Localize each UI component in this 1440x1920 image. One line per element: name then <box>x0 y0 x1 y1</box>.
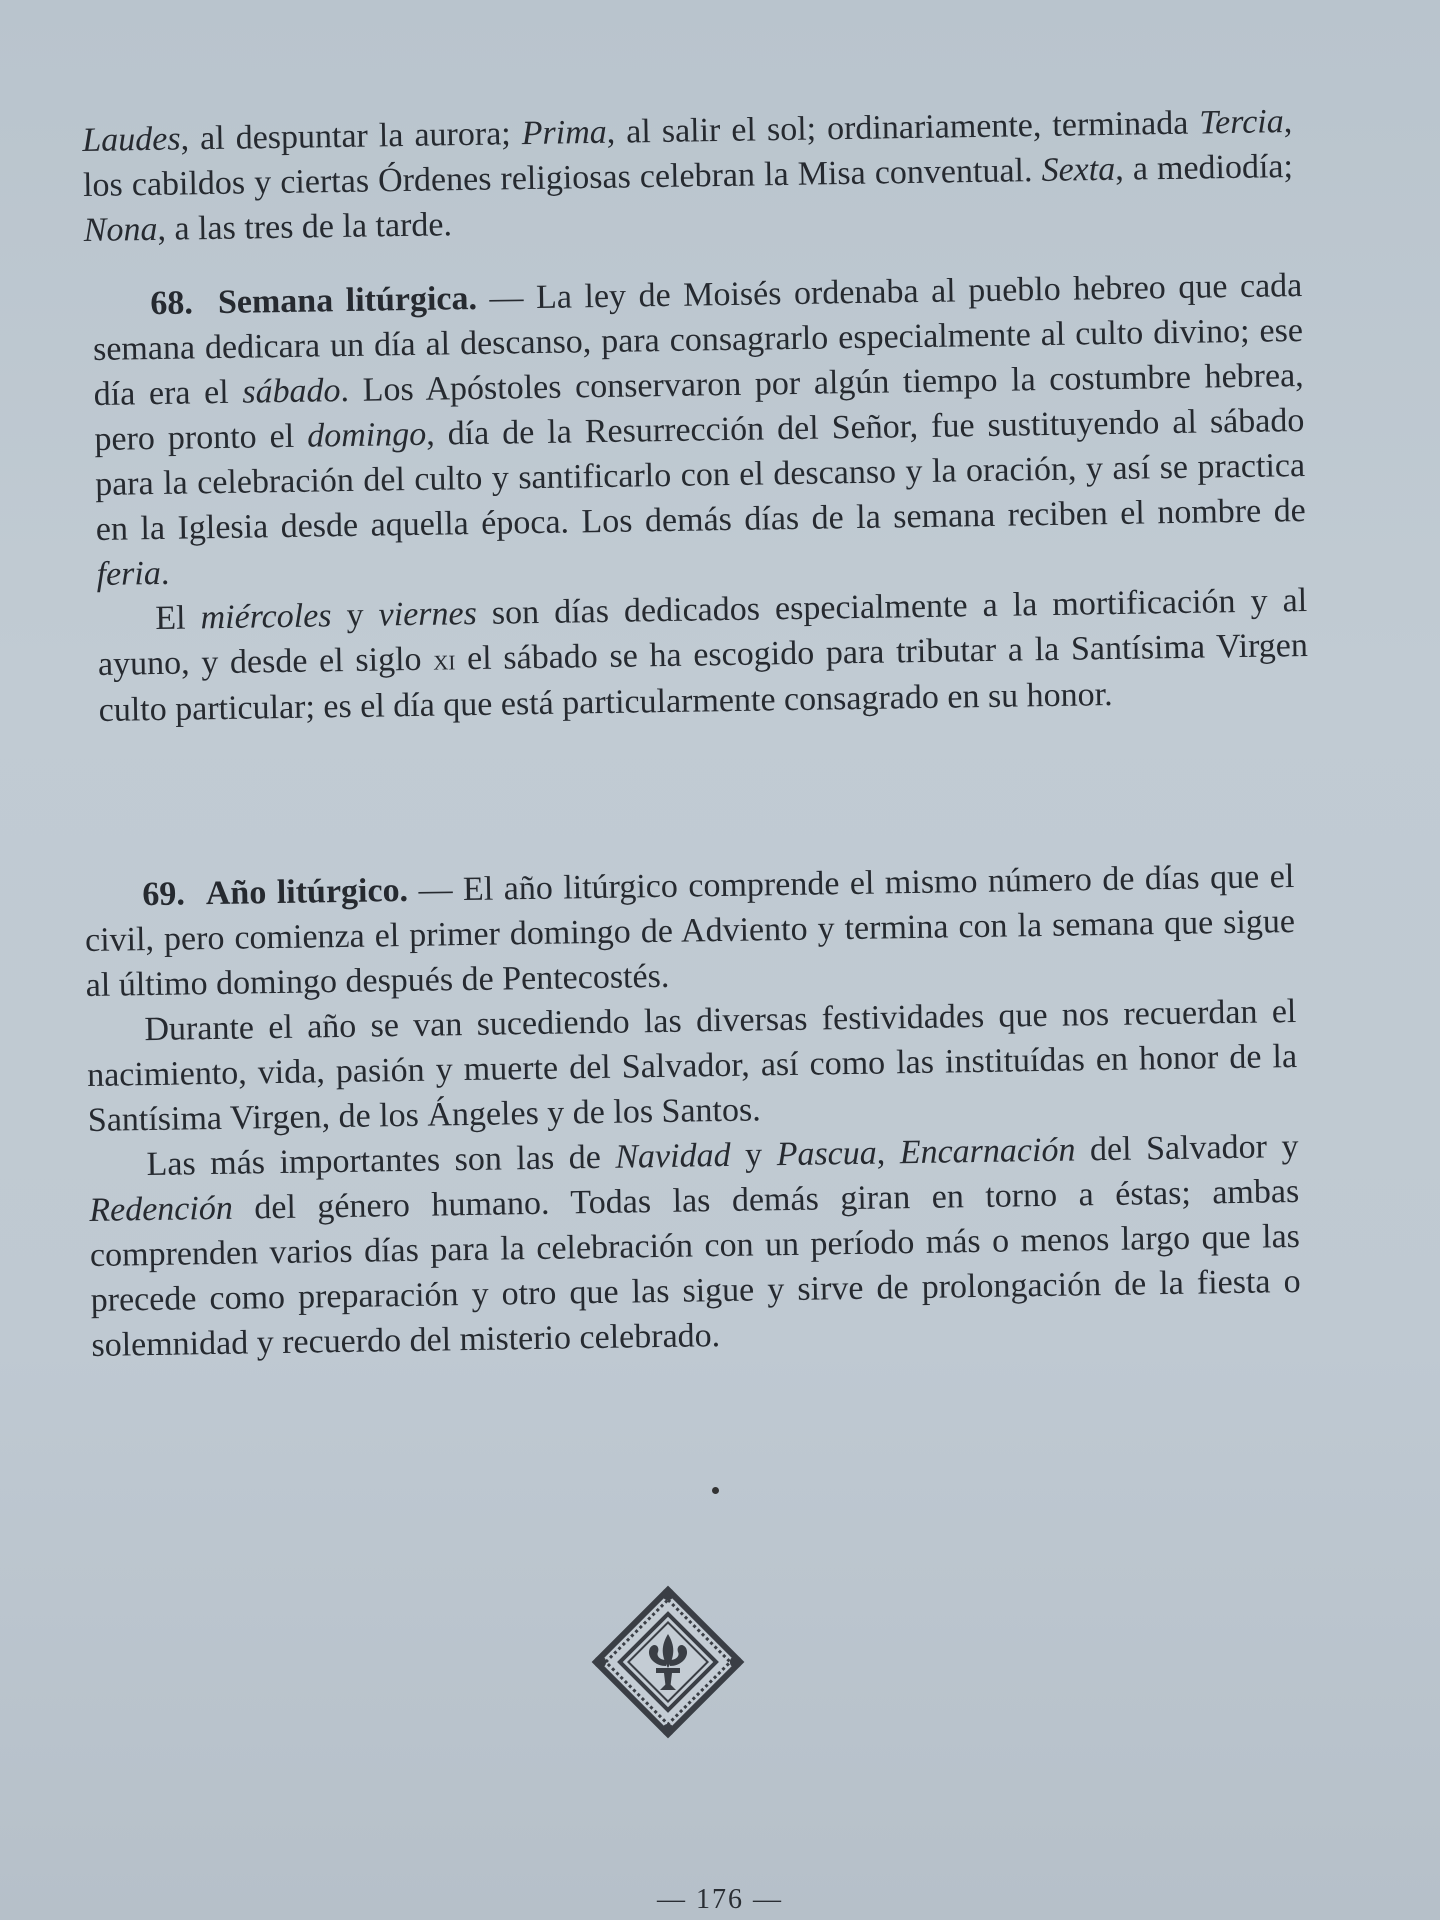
term-prima: Prima <box>521 113 608 153</box>
term-sexta: Sexta <box>1041 150 1116 189</box>
section-number: 68. <box>150 284 194 323</box>
section-heading: Semana litúrgica. <box>217 279 478 322</box>
section-heading: Año litúrgico. <box>205 871 409 913</box>
section-69-paragraph-3: Las más importantes son las de Navidad y Pascua, Encarnación del Salvador y Redención del género humano. Todas las demás giran en torno a éstas; ambas comprenden varios días para la celebración con un período más o menos largo que las precede como preparación y otro que las sigue y sirve de prolongación de la fiesta o solemnidad y recuerdo del misterio celebrado. <box>89 1127 1301 1364</box>
section-69-paragraph-2: Durante el año se van sucediendo las diversas festividades que nos recuerdan el nacimiento, vida, pasión y muerte del Salvador, así como las instituídas en honor de la Santísima Virgen, de los Ángeles y de los Santos. <box>86 992 1298 1139</box>
stray-dot <box>712 1487 719 1494</box>
page-number: — 176 — <box>657 1884 783 1915</box>
intro-paragraph: Laudes, al despuntar la aurora; Prima, al salir el sol; ordinariamente, terminada Tercia, los cabildos y ciertas Órdenes religiosas celebran la Misa conventual. Sexta, a mediodía; Nona, a las tres de la tarde. <box>82 102 1294 249</box>
term-tercia: Tercia <box>1199 103 1284 142</box>
section-68-paragraph-1: 68. Semana litúrgica. — La ley de Moisés ordenaba al pueblo hebreo que cada semana dedicara un día al descanso, para consagrarlo especialmente al culto divino; ese día era el sábado. Los Apóstoles conservaron por algún tiempo la costumbre hebrea, pero pronto el domingo, día de la Resurrección del Señor, fue sustituyendo al sábado para la celebración del culto y santificarlo con el descanso y la oración, y así se practica en la Iglesia desde aquella época. Los demás días de la semana reciben el nombre de feria. <box>92 266 1307 593</box>
section-68-paragraph-2: El miércoles y viernes son días dedicados especialmente a la mortificación y al ayuno, y desde el siglo xi el sábado se ha escogido para tributar a la Santísima Virgen culto particular; es el día que está particularmente consagrado en su honor. <box>97 581 1309 729</box>
fleur-de-lis-diamond-icon <box>588 1582 748 1742</box>
section-69-paragraph-1: 69. Año litúrgico. — El año litúrgico comprende el mismo número de días que el civil, pero comienza el primer domingo de Adviento y termina con la semana que sigue al último domingo después de Pentecostés. <box>84 857 1296 1004</box>
term-laudes: Laudes <box>82 120 181 159</box>
section-number: 69. <box>142 875 186 914</box>
term-nona: Nona <box>83 210 158 249</box>
section-69 <box>84 854 1302 1368</box>
section-68 <box>92 263 1309 733</box>
